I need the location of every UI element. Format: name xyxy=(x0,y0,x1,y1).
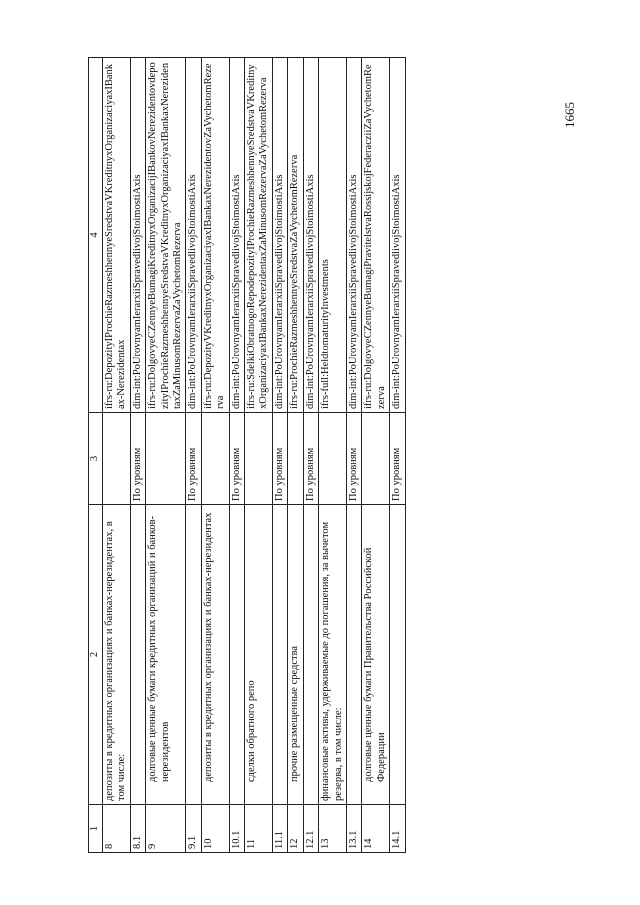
row-method-cell xyxy=(146,413,186,505)
row-name-cell: депозиты в кредитных организациях и банках-нерезидентах xyxy=(201,505,229,805)
row-method-cell xyxy=(319,413,347,505)
page-number: 1665 xyxy=(562,102,577,128)
row-method-cell: По уровням xyxy=(130,413,145,505)
row-code-cell: ifrs-ru:DolgovyeCZennyeBumagiKreditnyxOrganizacijIBankovNerezidentovdepozityIProchieRazmeshhennyeSredstvaVKreditnyxOrganizaciyaxIBankaxNerezidentaxZaMinusomRezervaZaVychetomRezerva xyxy=(146,58,186,413)
row-code-cell: dim-int:PoUrovnyamIerarxiiSpravedlivojStoimostiAxis xyxy=(390,58,405,413)
row-number-cell: 10 xyxy=(201,805,229,853)
row-code-cell: ifrs-ru:DepozityVKreditnyxOrganizaciyaxIBankaxNerezidentovZaVychetomRezerva xyxy=(201,58,229,413)
row-name-cell xyxy=(272,505,287,805)
row-code-cell: dim-int:PoUrovnyamIerarxiiSpravedlivojStoimostiAxis xyxy=(272,58,287,413)
row-number-cell: 11 xyxy=(245,805,273,853)
rotated-table-wrapper xyxy=(88,58,565,853)
row-code-cell: dim-int:PoUrovnyamIerarxiiSpravedlivojStoimostiAxis xyxy=(303,58,318,413)
row-method-cell: По уровням xyxy=(272,413,287,505)
table-row xyxy=(346,58,361,853)
table-row xyxy=(146,58,186,853)
row-number-cell: 13.1 xyxy=(346,805,361,853)
row-name-cell: депозиты в кредитных организациях и банках-нерезидентах, в том числе: xyxy=(103,505,131,805)
row-method-cell xyxy=(245,413,273,505)
row-method-cell xyxy=(362,413,390,505)
table-row xyxy=(288,58,303,853)
row-method-cell xyxy=(201,413,229,505)
row-code-cell: dim-int:PoUrovnyamIerarxiiSpravedlivojStoimostiAxis xyxy=(346,58,361,413)
table-row xyxy=(319,58,347,853)
table-row xyxy=(201,58,229,853)
row-name-cell: сделки обратного репо xyxy=(245,505,273,805)
column-header-2: 2 xyxy=(89,505,103,805)
row-name-cell: прочие размещенные средства xyxy=(288,505,303,805)
row-method-cell: По уровням xyxy=(186,413,201,505)
table-row xyxy=(103,58,131,853)
row-method-cell: По уровням xyxy=(390,413,405,505)
row-method-cell: По уровням xyxy=(303,413,318,505)
row-name-cell: долговые ценные бумаги кредитных организаций и банков-нерезидентов xyxy=(146,505,186,805)
row-number-cell: 8 xyxy=(103,805,131,853)
row-method-cell xyxy=(103,413,131,505)
row-method-cell: По уровням xyxy=(229,413,244,505)
row-number-cell: 9 xyxy=(146,805,186,853)
row-number-cell: 14.1 xyxy=(390,805,405,853)
row-number-cell: 8.1 xyxy=(130,805,145,853)
row-name-cell xyxy=(346,505,361,805)
table-row xyxy=(272,58,287,853)
row-name-cell xyxy=(130,505,145,805)
row-code-cell: ifrs-full:HeldtomaturityInvestments xyxy=(319,58,347,413)
row-number-cell: 11.1 xyxy=(272,805,287,853)
row-name-cell xyxy=(186,505,201,805)
taxonomy-table xyxy=(88,57,406,853)
row-code-cell: ifrs-ru:DolgovyeCZennyeBumagiPravitelstvaRossijskojFederacziiZaVychetomRezerva xyxy=(362,58,390,413)
table-row xyxy=(245,58,273,853)
table-row xyxy=(303,58,318,853)
row-number-cell: 13 xyxy=(319,805,347,853)
row-number-cell: 14 xyxy=(362,805,390,853)
column-header-4: 4 xyxy=(89,58,103,413)
table-body xyxy=(103,58,406,853)
row-name-cell xyxy=(303,505,318,805)
row-code-cell: ifrs-ru:ProchieRazmeshhennyeSredstvaZaVychetomRezerva xyxy=(288,58,303,413)
row-code-cell: ifrs-ru:SdelkiObratnogoRepodepozityIProchieRazmeshhennyeSredstvaVKreditnyxOrganizaciyaxIBankaxNerezidentaxZaMinusomRezervaZaVychetomRezerva xyxy=(245,58,273,413)
row-name-cell: финансовые активы, удерживаемые до погашения, за вычетом резерва, в том числе: xyxy=(319,505,347,805)
row-method-cell xyxy=(288,413,303,505)
row-name-cell xyxy=(390,505,405,805)
row-name-cell: долговые ценные бумаги Правительства Российской Федерации xyxy=(362,505,390,805)
column-header-3: 3 xyxy=(89,413,103,505)
row-code-cell: dim-int:PoUrovnyamIerarxiiSpravedlivojStoimostiAxis xyxy=(229,58,244,413)
table-row xyxy=(390,58,405,853)
row-code-cell: ifrs-ru:DepozityIProchieRazmeshhennyeSredstvaVKreditnyxOrganizaciyaxIBankax-Nerezidentax xyxy=(103,58,131,413)
row-code-cell: dim-int:PoUrovnyamIerarxiiSpravedlivojStoimostiAxis xyxy=(186,58,201,413)
row-method-cell: По уровням xyxy=(346,413,361,505)
table-header-row xyxy=(89,58,103,853)
row-code-cell: dim-int:PoUrovnyamIerarxiiSpravedlivojStoimostiAxis xyxy=(130,58,145,413)
row-number-cell: 10.1 xyxy=(229,805,244,853)
table-row xyxy=(186,58,201,853)
row-number-cell: 12.1 xyxy=(303,805,318,853)
column-header-1: 1 xyxy=(89,805,103,853)
row-number-cell: 12 xyxy=(288,805,303,853)
table-row xyxy=(130,58,145,853)
table-row xyxy=(229,58,244,853)
row-name-cell xyxy=(229,505,244,805)
row-number-cell: 9.1 xyxy=(186,805,201,853)
table-row xyxy=(362,58,390,853)
